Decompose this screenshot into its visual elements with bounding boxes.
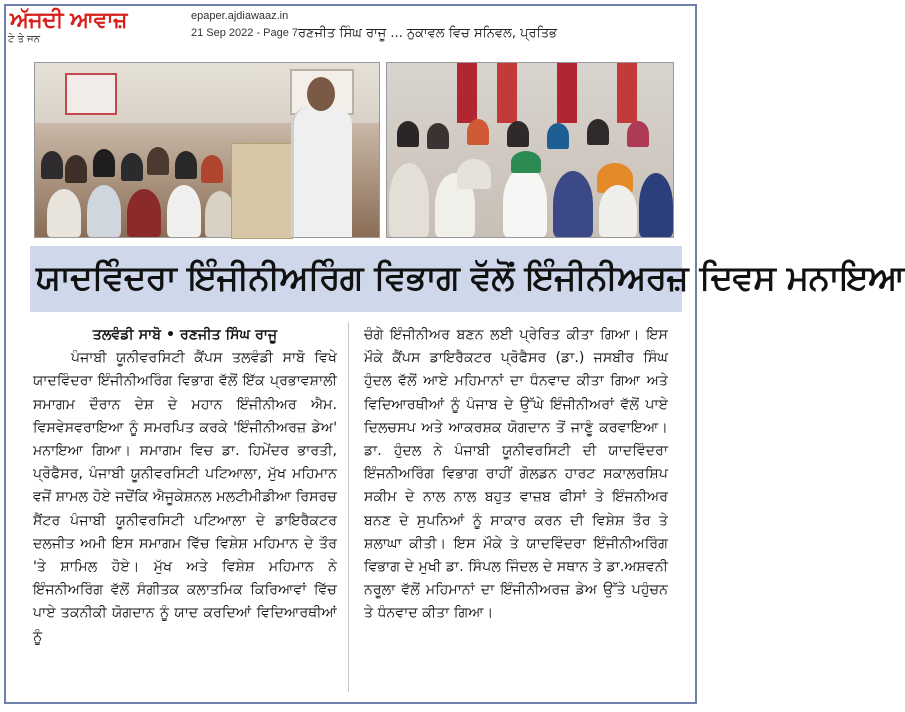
site-url[interactable]: epaper.ajdiawaaz.in [191,10,289,22]
masthead [8,6,688,46]
article-byline: ਤਲਵੰਡੀ ਸਾਬੋ • ਰਣਜੀਤ ਸਿੰਘ ਰਾਜੂ [92,327,278,343]
cut-text-left: ਟੇ ਤੇ ਜਨ [8,34,40,45]
article-column-2 [364,324,668,626]
cut-text-top: ਰਣਜੀਤ ਸਿੰਘ ਰਾਜੂ ... ਨੁਕਾਵਲ ਵਿਚ ਸਨਿਵਲ, ਪ੍ਰਤਿਭ [298,26,558,41]
photo-right [386,62,674,238]
photo-left [34,62,380,238]
date-page: 21 Sep 2022 - Page 7 [191,27,299,39]
logo-text: ਅੱਜਦੀ ਆਵਾਜ਼ [10,8,127,33]
column-divider [348,322,349,692]
article-paragraph-1: ਪੰਜਾਬੀ ਯੂਨੀਵਰਸਿਟੀ ਕੈਂਪਸ ਤਲਵੰਡੀ ਸਾਬੋ ਵਿਖੇ ਯਾਦਵਿੰਦਰਾ ਇੰਜੀਨੀਅਰਿੰਗ ਵਿਭਾਗ ਵੱਲੋਂ ਇੱਕ ਪ੍ਰਭਾਵਸ਼ਾਲੀ ਸਮਾਗਮ ਦੌਰਾਨ ਦੇਸ਼ ਦੇ ਮਹਾਨ ਇੰਜੀਨੀਅਰ ਐਮ. ਵਿਸਵੇਸਵਰਾਇਆ ਨੂੰ ਸਮਰਪਿਤ ਕਰਕੇ 'ਇੰਜੀਨੀਅਰਜ਼ ਡੇਅ' ਮਨਾਇਆ ਗਿਆ। ਸਮਾਗਮ ਵਿਚ ਡਾ. ਹਿਮੇਂਦਰ ਭਾਰਤੀ, ਪ੍ਰੋਫੈਸਰ, ਪੰਜਾਬੀ ਯੂਨੀਵਰਸਿਟੀ ਪਟਿਆਲਾ, ਮੁੱਖ ਮਹਿਮਾਨ ਵਜੋਂ ਸ਼ਾਮਲ ਹੋਏ ਜਦੋਂਕਿ ਐਜੂਕੇਸ਼ਨਲ ਮਲਟੀਮੀਡੀਆ ਰਿਸਰਚ ਸੈਂਟਰ ਪੰਜਾਬੀ ਯੂਨੀਵਰਸਿਟੀ ਪਟਿਆਲਾ ਦੇ ਡਾਇਰੈਕਟਰ ਦਲਜੀਤ ਅਮੀ ਇਸ ਸਮਾਗਮ ਵਿੱਚ ਵਿਸ਼ੇਸ਼ ਮਹਿਮਾਨ ਦੇ ਤੌਰ 'ਤੇ ਸ਼ਾਮਿਲ ਹੋਏ। ਮੁੱਖ ਅਤੇ ਵਿਸ਼ੇਸ਼ ਮਹਿਮਾਨ ਨੇ ਇੰਜਨੀਅਰਿੰਗ ਵੱਲੋਂ ਸੰਗੀਤਕ ਕਲਾਤਮਿਕ ਕਿਰਿਆਵਾਂ ਵਿੱਚ ਪਾਏ ਤਕਨੀਕੀ ਯੋਗਦਾਨ ਨੂੰ ਯਾਦ ਕਰਦਿਆਂ ਵਿਦਿਆਰਥੀਆਂ ਨੂੰ [33,350,337,645]
article-column-1 [33,324,337,649]
newspaper-logo[interactable] [10,8,127,33]
article-headline: ਯਾਦਵਿੰਦਰਾ ਇੰਜੀਨੀਅਰਿੰਗ ਵਿਭਾਗ ਵੱਲੋਂ ਇੰਜੀਨੀਅਰਜ਼ ਦਿਵਸ ਮਨਾਇਆ [36,258,905,298]
article-paragraph-2: ਚੰਗੇ ਇੰਜੀਨੀਅਰ ਬਣਨ ਲਈ ਪ੍ਰੇਰਿਤ ਕੀਤਾ ਗਿਆ। ਇਸ ਮੌਕੇ ਕੈਂਪਸ ਡਾਇਰੈਕਟਰ ਪ੍ਰੋਫੈਸਰ (ਡਾ.) ਜਸਬੀਰ ਸਿੰਘ ਹੁੰਦਲ ਵੱਲੋਂ ਆਏ ਮਹਿਮਾਨਾਂ ਦਾ ਧੰਨਵਾਦ ਕੀਤਾ ਗਿਆ ਅਤੇ ਵਿਦਿਆਰਥੀਆਂ ਨੂੰ ਪੰਜਾਬ ਦੇ ਉੱਘੇ ਇੰਜੀਨੀਅਰਾਂ ਵੱਲੋਂ ਪਾਏ ਦਿਲਚਸਪ ਅਤੇ ਆਕਰਸ਼ਕ ਯੋਗਦਾਨ ਤੋਂ ਜਾਣੂੰ ਕਰਵਾਇਆ। ਡਾ. ਹੁੰਦਲ ਨੇ ਪੰਜਾਬੀ ਯੂਨੀਵਰਸਿਟੀ ਦੀ ਯਾਦਵਿੰਦਰਾ ਇੰਜਨੀਅਰਿੰਗ ਵਿਭਾਗ ਰਾਹੀਂ ਗੋਲਡਨ ਹਾਰਟ ਸਕਾਲਰਸ਼ਿਪ ਸਕੀਮ ਦੇ ਨਾਲ ਨਾਲ ਬਹੁਤ ਵਾਜ਼ਬ ਫੀਸਾਂ ਤੇ ਇੰਜਨੀਅਰ ਬਨਣ ਦੇ ਸੁਪਨਿਆਂ ਨੂੰ ਸਾਕਾਰ ਕਰਨ ਦੀ ਵਿਸ਼ੇਸ਼ ਤੌਰ ਤੇ ਸ਼ਲਾਘਾ ਕੀਤੀ। ਇਸ ਮੌਕੇ ਤੇ ਯਾਦਵਿੰਦਰਾ ਇੰਜੀਨੀਅਰਿੰਗ ਵਿਭਾਗ ਦੇ ਮੁਖੀ ਡਾ. ਸਿੰਪਲ ਜਿੰਦਲ ਦੇ ਸਥਾਨ ਤੇ ਡਾ.ਅਸ਼ਵਨੀ ਨਰੂਲਾ ਵੱਲੋਂ ਮਹਿਮਾਨਾਂ ਦਾ ਇੰਜੀਨੀਅਰਜ਼ ਡੇਅ ਉੱਤੇ ਪਹੁੰਚਨ ਤੇ ਧੰਨਵਾਦ ਕੀਤਾ ਗਿਆ। [364,327,668,622]
